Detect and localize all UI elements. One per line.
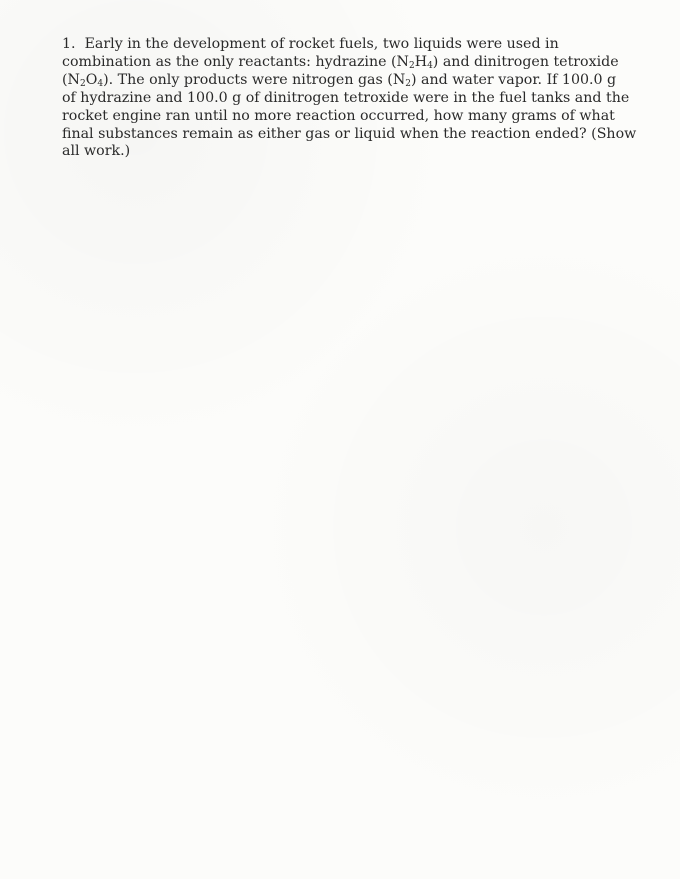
problem-line-2 — [62, 54, 628, 72]
subscript-2: 2 — [408, 60, 415, 71]
problem-line-5-text: rocket engine ran until no more reaction occurred, how many grams of what — [62, 107, 615, 124]
problem-line-7 — [62, 143, 628, 161]
problem-line-6 — [62, 125, 637, 144]
problem-number: 1. — [62, 36, 76, 52]
problem-line-2-text-c: ) and dinitrogen tetroxide — [432, 53, 619, 70]
subscript-2: 2 — [405, 78, 411, 89]
problem-line-3-text-a: (N — [62, 71, 80, 88]
problem-line-3-text-d: ) and water vapor. If 100.0 g — [411, 71, 617, 88]
problem-line-5 — [62, 108, 628, 126]
problem-line-4 — [62, 90, 628, 108]
problem-line-1 — [62, 36, 628, 54]
problem-line-2-text-b: H — [414, 53, 428, 70]
subscript-2: 2 — [79, 78, 86, 89]
problem-line-4-text: of hydrazine and 100.0 g of dinitrogen tetroxide were in the fuel tanks and the — [62, 89, 630, 106]
problem-line-3 — [62, 72, 628, 90]
problem-line-6-text: final substances remain as either gas or liquid when the reaction ended? (Show — [62, 125, 637, 142]
subscript-4: 4 — [97, 78, 104, 89]
problem-line-3-text-b: O — [85, 71, 98, 88]
subscript-4: 4 — [427, 60, 433, 71]
problem-line-3-text-c: ). The only products were nitrogen gas (N — [103, 71, 406, 88]
problem-text — [62, 36, 637, 161]
problem-line-7-text: all work.) — [62, 143, 131, 160]
problem-line-1-text: Early in the development of rocket fuels, two liquids were used in — [84, 36, 559, 52]
problem-line-2-text-a: combination as the only reactants: hydrazine (N — [62, 53, 409, 70]
